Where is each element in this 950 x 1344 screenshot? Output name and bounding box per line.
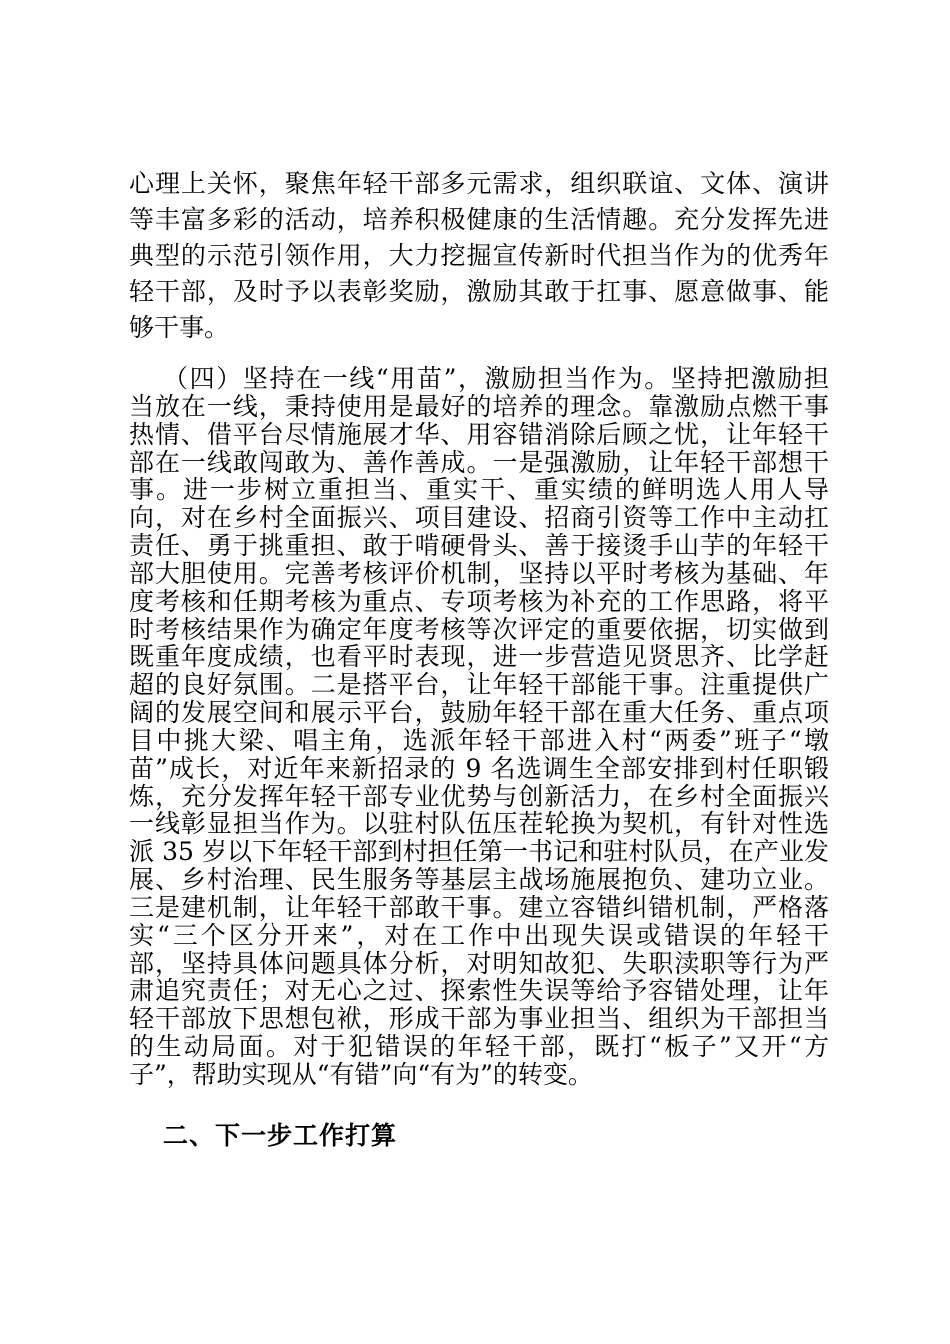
paragraph-2-line-21: 实“三个区分开来”，对在工作中出现失误或错误的年轻干 [129, 921, 829, 950]
paragraph-2-line-2: 当放在一线，秉持使用是最好的培养的理念。靠激励点燃干事 [129, 392, 829, 421]
paragraph-2-line-25: 的生动局面。对于犯错误的年轻干部，既打“板子”又开“方 [129, 1032, 829, 1061]
paragraph-2-line-11: 既重年度成绩，也看平时表现，进一步营造见贤思齐、比学赶 [129, 642, 829, 671]
paragraph-1-line-1: 心理上关怀，聚焦年轻干部多元需求，组织联谊、文体、演讲 [129, 169, 829, 198]
paragraph-2-line-23: 肃追究责任；对无心之过、探索性失误等给予容错处理，让年 [129, 976, 829, 1005]
paragraph-2-line-8: 部大胆使用。完善考核评价机制，坚持以平时考核为基础、年 [129, 559, 829, 588]
paragraph-1-line-3: 典型的示范引领作用，大力挖掘宣传新时代担当作为的优秀年 [129, 241, 829, 270]
paragraph-2-line-20: 三是建机制，让年轻干部敢干事。建立容错纠错机制，严格落 [129, 893, 829, 922]
paragraph-2-line-6: 向，对在乡村全面振兴、项目建设、招商引资等工作中主动扛 [129, 503, 829, 532]
paragraph-2-line-13: 阔的发展空间和展示平台，鼓励年轻干部在重大任务、重点项 [129, 698, 829, 727]
paragraph-2-line-16: 炼，充分发挥年轻干部专业优势与创新活力，在乡村全面振兴 [129, 782, 829, 811]
paragraph-2-line-24: 轻干部放下思想包袱，形成干部为事业担当、组织为干部担当 [129, 1004, 829, 1033]
paragraph-2-line-14: 目中挑大梁、唱主角，选派年轻干部进入村“两委”班子“墩 [129, 726, 829, 755]
paragraph-2-line-17: 一线彰显担当作为。以驻村队伍压茬轮换为契机，有针对性选 [129, 809, 829, 838]
paragraph-1-line-2: 等丰富多彩的活动，培养积极健康的生活情趣。充分发挥先进 [129, 205, 829, 234]
paragraph-2-line-12: 超的良好氛围。二是搭平台，让年轻干部能干事。注重提供广 [129, 670, 829, 699]
paragraph-2-line-3: 热情、借平台尽情施展才华、用容错消除后顾之忧，让年轻干 [129, 420, 829, 449]
paragraph-2-line-18: 派 35 岁以下年轻干部到村担任第一书记和驻村队员，在产业发 [129, 837, 829, 866]
paragraph-2-line-5: 事。进一步树立重担当、重实干、重实绩的鲜明选人用人导 [129, 475, 829, 504]
paragraph-1-line-5: 够干事。 [129, 313, 230, 342]
paragraph-2-line-26: 子”，帮助实现从“有错”向“有为”的转变。 [129, 1060, 593, 1089]
paragraph-2-line-15: 苗”成长，对近年来新招录的 9 名选调生全部安排到村任职锻 [129, 754, 829, 783]
section-heading: 二、下一步工作打算 [163, 1121, 398, 1150]
paragraph-2-line-1: （四）坚持在一线“用苗”，激励担当作为。坚持把激励担 [163, 364, 829, 393]
paragraph-1-line-4: 轻干部，及时予以表彰奖励，激励其敢于扛事、愿意做事、能 [129, 277, 829, 306]
paragraph-2-line-9: 度考核和任期考核为重点、专项考核为补充的工作思路，将平 [129, 587, 829, 616]
paragraph-2-line-19: 展、乡村治理、民生服务等基层主战场施展抱负、建功立业。 [129, 865, 829, 894]
paragraph-2-line-22: 部，坚持具体问题具体分析，对明知故犯、失职渎职等行为严 [129, 949, 829, 978]
paragraph-2-line-7: 责任、勇于挑重担、敢于啃硬骨头、善于接烫手山芋的年轻干 [129, 531, 829, 560]
paragraph-2-line-4: 部在一线敢闯敢为、善作善成。一是强激励，让年轻干部想干 [129, 448, 829, 477]
paragraph-2-line-10: 时考核结果作为确定年度考核等次评定的重要依据，切实做到 [129, 615, 829, 644]
